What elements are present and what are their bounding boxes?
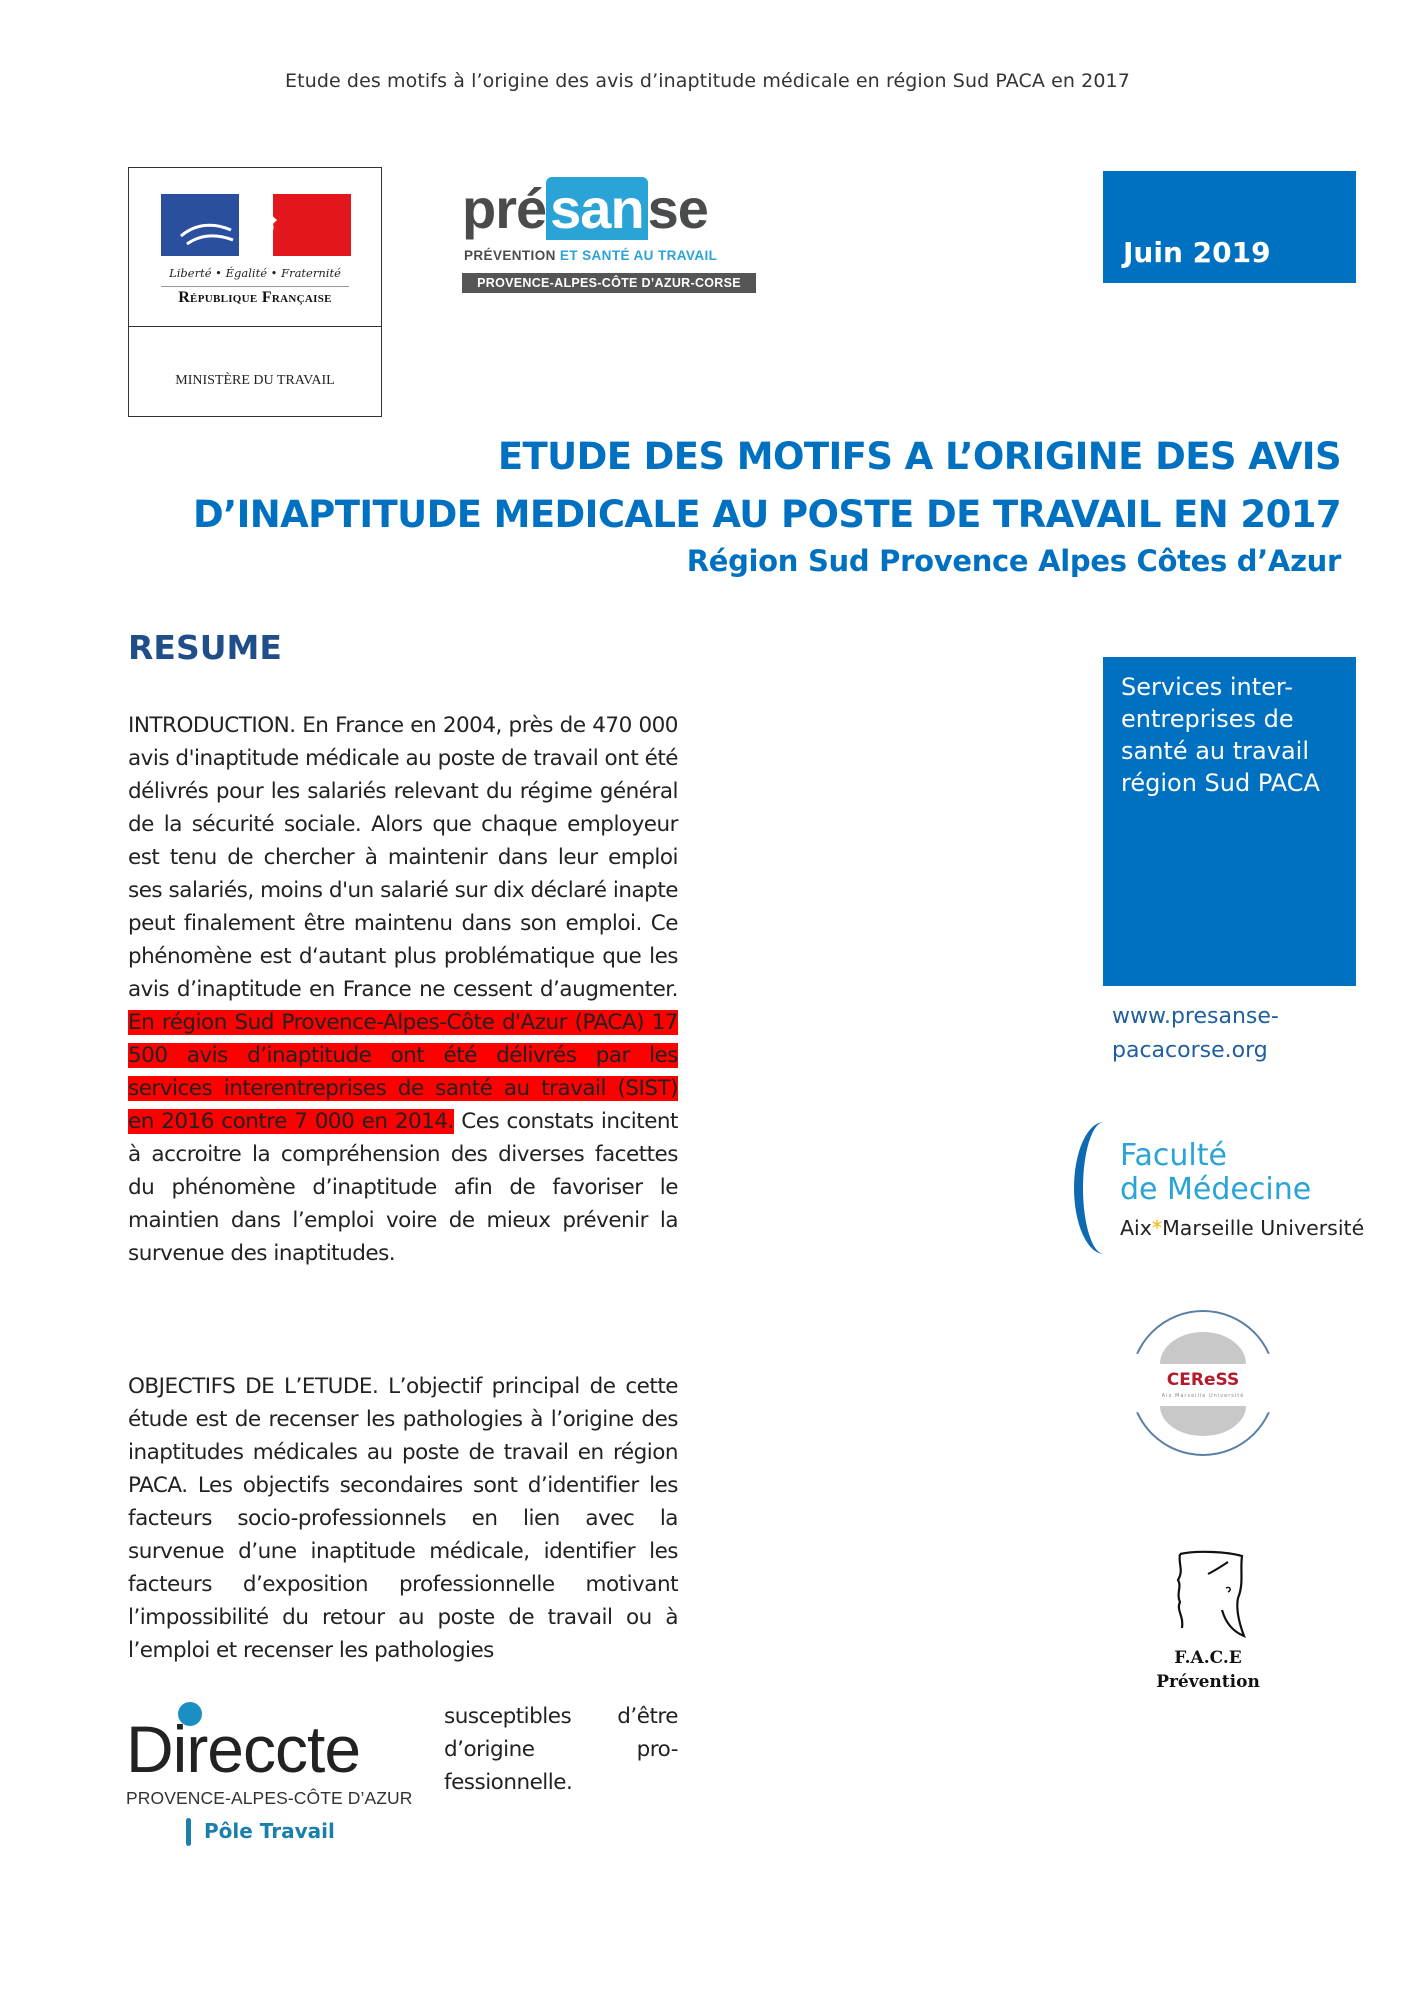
star-icon: *	[1151, 1216, 1163, 1240]
date-box	[1103, 171, 1356, 283]
bar-icon	[186, 1818, 191, 1846]
ceress-name: CEReSS	[1166, 1370, 1240, 1390]
intro-text-continued: Ces constats incitent à accroitre la compréhension des diverses facettes du phénomène d’inaptitude afin de favoriser le maintien dans l’emploi voire de mieux prévenir la survenue des inaptitudes.	[128, 1109, 678, 1266]
document-subtitle: Région Sud Provence Alpes Côtes d’Azur	[686, 544, 1341, 578]
face-profile-icon	[1168, 1550, 1248, 1645]
marseille-universite: Marseille Université	[1162, 1216, 1365, 1240]
marianne-flag-icon	[161, 194, 351, 256]
faculte-line1: Faculté	[1120, 1138, 1227, 1173]
ceress-sub: Aix Marseille Université	[1161, 1393, 1245, 1399]
face-line2: Prévention	[1156, 1672, 1260, 1692]
intro-text: INTRODUCTION. En France en 2004, près de 470 000 avis d'inaptitude médicale au poste de travail ont été délivrés pour les salariés relevant du régime général de la sécurité sociale. Alors que chaque employeur est tenu de chercher à maintenir dans leur emploi ses salariés, moins d'un salarié sur dix déclaré inapte peut finalement être maintenu dans son emploi. Ce phénomène est d‘autant plus problématique que les avis d’inaptitude en France ne cessent d’augmenter.	[128, 713, 678, 1002]
services-info-text: Services inter-entreprises de santé au travail région Sud PACA	[1121, 673, 1320, 797]
rf-motto: Liberté • Égalité • Fraternité	[169, 266, 341, 280]
direccte-wordmark: Direccte	[126, 1712, 361, 1786]
aix: Aix	[1120, 1216, 1152, 1240]
marianne-profile-icon	[161, 194, 351, 256]
tagline-part2: ET SANTÉ AU TRAVAIL	[559, 248, 718, 263]
direccte-pole: Pôle Travail	[204, 1819, 335, 1843]
date-label: Juin 2019	[1123, 236, 1271, 269]
presanse-region: PROVENCE-ALPES-CÔTE D’AZUR-CORSE	[462, 273, 756, 293]
presanse-pre: pré	[462, 177, 547, 240]
title-line-2: D’INAPTITUDE MEDICALE AU POSTE DE TRAVAIL EN 2017	[193, 493, 1341, 536]
intro-highlighted-text: En région Sud Provence-Alpes-Côte d'Azur (PACA) 17 500 avis d’inaptitude ont été délivrés par les services interentreprises de santé au travail (SIST) en 2016 contre 7 000 en 2014.	[128, 1010, 678, 1134]
face-prevention-logo	[1128, 1550, 1288, 1700]
presanse-wordmark	[462, 176, 708, 241]
faculte-line3	[1120, 1216, 1364, 1240]
ceress-logo	[1130, 1310, 1280, 1460]
title-line-1: ETUDE DES MOTIFS A L’ORIGINE DES AVIS	[497, 435, 1341, 478]
face-line1: F.A.C.E	[1174, 1648, 1242, 1668]
objectifs-paragraph-tail: susceptibles d’être d’origine pro-fessionnelle.	[444, 1704, 678, 1795]
tagline-part1: PRÉVENTION	[464, 248, 560, 263]
introduction-paragraph	[128, 709, 678, 1270]
faculte-medecine-logo	[1070, 1118, 1390, 1258]
objectifs-paragraph: OBJECTIFS DE L’ETUDE. L’objectif principal de cette étude est de recenser les pathologies à l’origine des inaptitudes médicales au poste de travail en région PACA. Les objectifs secondaires sont d’identifier les facteurs socio-professionnels en lien avec la survenue d’une inaptitude médicale, identifier les facteurs d’exposition professionnelle motivant l’impossibilité du retour au poste de travail ou à l’emploi et recenser les pathologies	[128, 1374, 678, 1663]
services-info-box	[1103, 657, 1356, 986]
presanse-logo	[462, 166, 762, 306]
presanse-tagline	[464, 248, 717, 263]
direccte-region: PROVENCE-ALPES-CÔTE D’AZUR	[126, 1788, 413, 1808]
running-header: Etude des motifs à l’origine des avis d’inaptitude médicale en région Sud PACA en 2017	[285, 70, 1130, 92]
faculte-line2: de Médecine	[1120, 1172, 1312, 1207]
website-link[interactable]: www.presanse-pacacorse.org	[1112, 1004, 1279, 1063]
direccte-logo	[126, 1700, 436, 1843]
ministry-name: MINISTÈRE DU TRAVAIL	[175, 373, 335, 388]
presanse-se: se	[647, 177, 708, 240]
presanse-san: san	[546, 177, 648, 240]
divider	[161, 286, 349, 287]
rf-logo-top	[129, 168, 381, 327]
republique-francaise-logo	[128, 167, 382, 417]
resume-heading: RESUME	[128, 628, 282, 667]
document-title	[193, 428, 1341, 544]
rf-name: République Française	[178, 289, 332, 306]
